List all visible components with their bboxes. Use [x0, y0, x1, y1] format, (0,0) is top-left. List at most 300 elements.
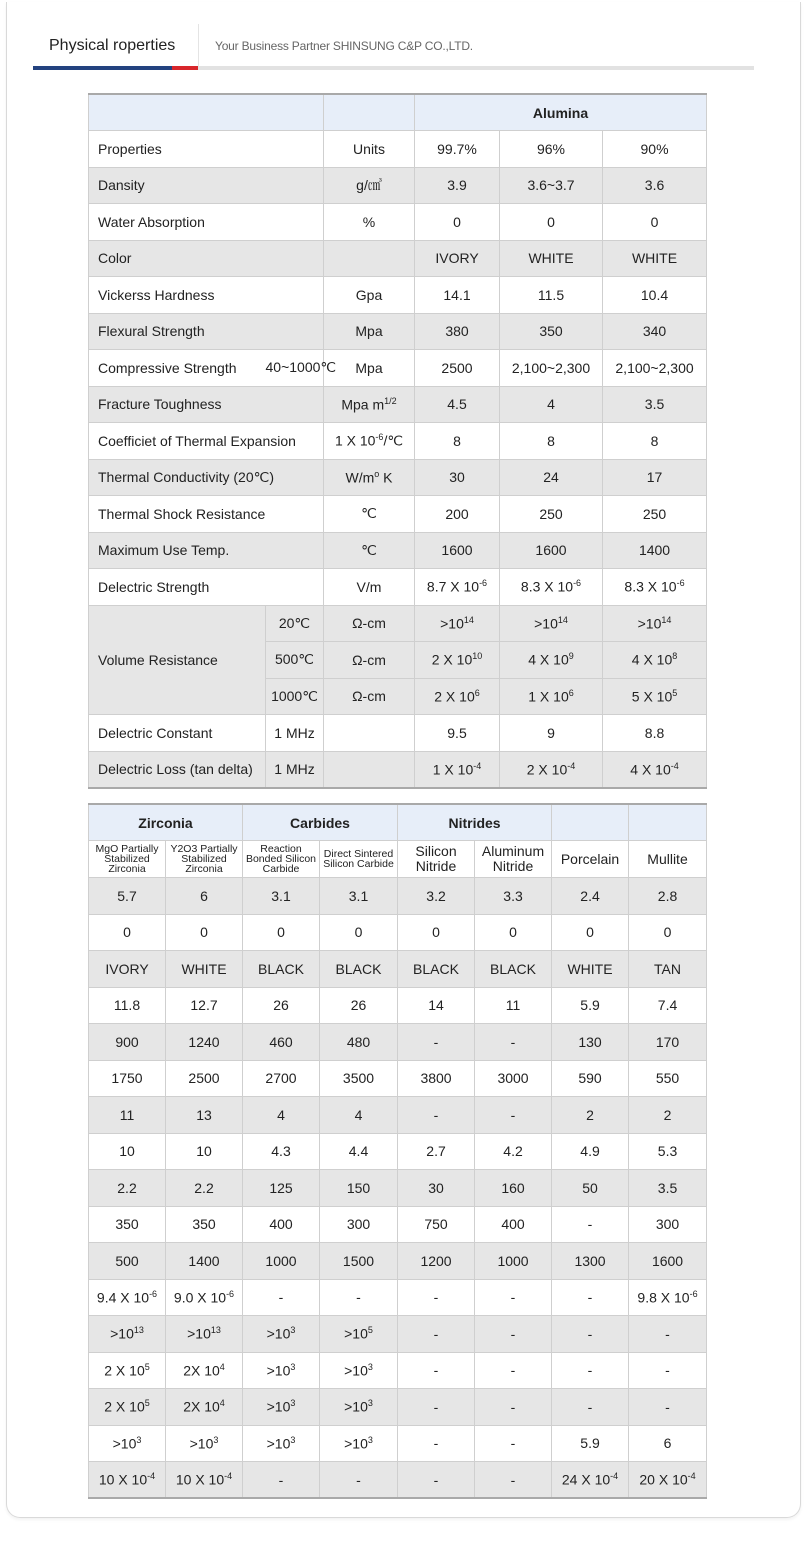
value-text: 480 — [346, 1033, 371, 1050]
value-text: - — [587, 1289, 593, 1306]
value-cell — [243, 1060, 320, 1097]
value-text: - — [510, 1362, 516, 1379]
value-text-exponent: 14 — [463, 614, 474, 625]
table-row — [89, 1425, 707, 1462]
value-cell — [320, 1243, 398, 1280]
value-text: 300 — [655, 1216, 680, 1233]
value-cell — [415, 313, 500, 350]
alumina-properties-table — [88, 93, 707, 789]
value-cell — [166, 1462, 243, 1499]
value-cell — [320, 1389, 398, 1426]
value-text: - — [433, 1325, 439, 1342]
header-underline — [198, 66, 754, 70]
value-text: 9 — [547, 724, 555, 741]
value-cell — [552, 1316, 629, 1353]
value-cell — [398, 1425, 475, 1462]
value-text: 150 — [346, 1179, 371, 1196]
value-cell — [398, 1097, 475, 1134]
value-cell — [415, 569, 500, 606]
value-cell — [415, 350, 500, 387]
value-text: 400 — [269, 1216, 293, 1233]
value-cell — [89, 951, 166, 988]
value-cell — [398, 1060, 475, 1097]
property-name: Fracture Toughness — [98, 396, 222, 413]
value-text: BLACK — [490, 960, 536, 977]
value-text-base: >10 — [189, 1435, 214, 1452]
value-text-base: 4 X 10 — [630, 761, 671, 778]
value-text: 5.7 — [117, 887, 137, 904]
value-text: 0 — [277, 924, 285, 941]
value-cell — [243, 1206, 320, 1243]
value-text-base: >10 — [110, 1326, 134, 1343]
unit-cell — [324, 496, 415, 533]
value-text: - — [433, 1362, 439, 1379]
value-cell — [500, 605, 603, 642]
value-text-exponent: -4 — [147, 1471, 156, 1482]
value-text: 2 — [663, 1106, 672, 1123]
value-text-exponent: 3 — [367, 1361, 373, 1372]
value-text: 4 — [277, 1106, 285, 1123]
value-cell — [320, 1279, 398, 1316]
table-row — [89, 386, 707, 423]
property-condition — [266, 678, 324, 715]
value-text-exponent: 5 — [672, 687, 678, 698]
value-text-exponent: 4 — [219, 1361, 225, 1372]
value-text: 4.9 — [580, 1143, 600, 1160]
value-cell — [398, 1316, 475, 1353]
value-text-exponent: 3 — [213, 1434, 219, 1445]
value-cell — [603, 386, 707, 423]
value-text: 11.5 — [537, 286, 565, 303]
value-cell — [166, 987, 243, 1024]
table-row — [89, 1133, 707, 1170]
value-cell — [243, 1024, 320, 1061]
value-cell — [629, 1462, 707, 1499]
value-cell — [629, 1389, 707, 1426]
property-name: Thermal Shock Resistance — [98, 505, 266, 522]
material-name: Silicon Nitride — [415, 843, 457, 874]
group-label: Alumina — [532, 104, 589, 121]
value-text: 350 — [192, 1216, 216, 1233]
value-text: 2.8 — [657, 887, 678, 904]
value-cell — [603, 277, 707, 314]
value-cell — [89, 1024, 166, 1061]
value-text: 0 — [663, 924, 672, 941]
property-label — [89, 240, 324, 277]
value-text: 12.7 — [190, 997, 218, 1014]
table-row — [89, 204, 707, 241]
value-text-exponent: -4 — [687, 1471, 696, 1482]
value-cell — [243, 1316, 320, 1353]
value-cell — [475, 914, 552, 951]
value-cell — [552, 878, 629, 915]
value-text: - — [587, 1325, 593, 1342]
value-cell — [629, 1170, 707, 1207]
value-text: 3800 — [420, 1070, 452, 1087]
value-cell — [166, 1024, 243, 1061]
unit-cell — [324, 277, 415, 314]
value-cell — [603, 715, 707, 752]
value-text: 400 — [501, 1216, 525, 1233]
value-cell — [166, 1425, 243, 1462]
value-cell — [243, 987, 320, 1024]
value-text: 13 — [196, 1106, 212, 1123]
value-cell — [552, 951, 629, 988]
unit-exponent: o — [374, 468, 380, 479]
value-text: 8.8 — [644, 724, 665, 741]
value-text-exponent: 3 — [367, 1434, 373, 1445]
group-label: Carbides — [290, 814, 350, 831]
value-text-base: 2X 10 — [183, 1362, 220, 1379]
value-text: - — [356, 1289, 361, 1306]
unit-cell — [324, 423, 415, 460]
value-cell — [629, 1243, 707, 1280]
value-text-base: >10 — [344, 1362, 368, 1379]
value-cell — [243, 1389, 320, 1426]
value-cell — [475, 1243, 552, 1280]
value-text: - — [510, 1106, 516, 1123]
property-name: Coefficiet of Thermal Expansion — [98, 432, 296, 449]
value-text: - — [665, 1325, 670, 1342]
condition-text: 1000℃ — [271, 687, 318, 704]
value-cell — [415, 605, 500, 642]
material-header — [398, 841, 475, 878]
value-text: - — [433, 1435, 439, 1452]
value-text: - — [510, 1289, 516, 1306]
value-text-exponent: 5 — [144, 1361, 150, 1372]
value-cell — [500, 532, 603, 569]
property-label — [89, 459, 324, 496]
value-text: 0 — [453, 213, 461, 230]
value-text: 1000 — [497, 1252, 529, 1269]
value-text: 4.2 — [503, 1143, 523, 1160]
value-text: 4.4 — [348, 1143, 369, 1160]
value-text: 1000 — [265, 1252, 297, 1269]
value-text: 250 — [539, 505, 563, 522]
group-label: Zirconia — [138, 814, 193, 831]
value-text-exponent: -6 — [226, 1288, 235, 1299]
value-cell — [166, 914, 243, 951]
unit-cell — [324, 678, 415, 715]
value-cell — [243, 1170, 320, 1207]
value-cell — [629, 878, 707, 915]
value-text: 550 — [655, 1070, 680, 1087]
table-row — [89, 751, 707, 788]
value-cell — [166, 878, 243, 915]
value-text: WHITE — [567, 960, 613, 977]
value-cell — [603, 313, 707, 350]
table-row — [89, 350, 707, 387]
table-row — [89, 878, 707, 915]
value-text: 26 — [350, 997, 367, 1014]
value-cell — [320, 1462, 398, 1499]
value-text: 340 — [642, 323, 667, 340]
material-name: Porcelain — [560, 850, 620, 867]
value-text: 1600 — [535, 542, 567, 559]
value-cell — [475, 1462, 552, 1499]
value-cell — [243, 951, 320, 988]
value-cell — [629, 1097, 707, 1134]
value-cell — [166, 1316, 243, 1353]
value-text-exponent: -6 — [573, 578, 582, 589]
value-text: 1600 — [651, 1252, 684, 1269]
value-text: 3500 — [342, 1070, 375, 1087]
value-cell — [552, 1462, 629, 1499]
value-cell — [475, 1024, 552, 1061]
value-text: 0 — [586, 924, 594, 941]
material-name: Reaction Bonded Silicon Carbide — [245, 843, 317, 875]
unit-text: Mpa — [355, 359, 383, 376]
value-text: 1400 — [638, 542, 671, 559]
value-text-base: >10 — [266, 1362, 291, 1379]
value-cell — [475, 1170, 552, 1207]
value-cell — [166, 1060, 243, 1097]
value-text: 6 — [200, 887, 208, 904]
value-text-exponent: -4 — [473, 760, 482, 771]
value-cell — [89, 1352, 166, 1389]
table-row — [89, 914, 707, 951]
unit-text: % — [362, 213, 376, 230]
section-header — [33, 24, 754, 70]
value-text: 0 — [547, 213, 555, 230]
value-cell — [398, 1462, 475, 1499]
value-text-base: >10 — [187, 1326, 211, 1343]
unit-cell — [324, 386, 415, 423]
value-text-exponent: -4 — [224, 1471, 233, 1482]
value-text-base: >10 — [440, 615, 464, 632]
value-cell — [166, 1279, 243, 1316]
value-text: 14 — [428, 997, 444, 1014]
value-text: 1600 — [441, 542, 473, 559]
property-name: Compressive Strength — [98, 359, 237, 376]
property-label — [89, 350, 266, 387]
ceramics-properties-table — [88, 803, 707, 1499]
property-name: Thermal Conductivity (20℃) — [98, 468, 274, 485]
value-text: 11.8 — [113, 997, 141, 1014]
value-cell — [89, 914, 166, 951]
value-text: 1750 — [111, 1070, 143, 1087]
table-row — [89, 532, 707, 569]
value-text: 4 — [547, 396, 555, 413]
property-name: Delectric Strength — [98, 578, 210, 595]
value-text: 350 — [115, 1216, 139, 1233]
property-label — [89, 313, 324, 350]
value-cell — [398, 1243, 475, 1280]
value-text: 2 — [586, 1106, 594, 1123]
value-cell — [500, 277, 603, 314]
value-cell — [629, 951, 707, 988]
value-text: - — [587, 1362, 593, 1379]
value-cell — [398, 1024, 475, 1061]
value-text-exponent: 3 — [290, 1361, 296, 1372]
value-text: BLACK — [413, 960, 459, 977]
value-cell — [415, 204, 500, 241]
value-cell — [398, 1133, 475, 1170]
value-cell — [415, 423, 500, 460]
value-text: 2.2 — [117, 1179, 137, 1196]
value-cell — [166, 1206, 243, 1243]
value-text-exponent: 9 — [568, 651, 574, 662]
value-cell — [475, 1389, 552, 1426]
value-text: 10 — [196, 1143, 212, 1160]
property-condition — [266, 642, 324, 679]
value-cell — [320, 1097, 398, 1134]
value-text-base: >10 — [112, 1435, 137, 1452]
value-text: 50 — [582, 1179, 598, 1196]
unit-cell — [324, 532, 415, 569]
value-text-exponent: 8 — [672, 651, 678, 662]
value-text: 3.1 — [271, 887, 291, 904]
unit-cell — [324, 204, 415, 241]
value-text: - — [587, 1216, 593, 1233]
table-row — [89, 1279, 707, 1316]
value-text-exponent: 5 — [367, 1325, 373, 1336]
value-text-base: 2X 10 — [183, 1399, 220, 1416]
header-blank — [552, 804, 629, 841]
value-text-base: >10 — [637, 615, 662, 632]
value-text: 2,100~2,300 — [615, 359, 694, 376]
material-name: Direct Sintered Silicon Carbide — [323, 848, 394, 870]
value-cell — [552, 1133, 629, 1170]
value-cell — [603, 423, 707, 460]
value-text: 200 — [445, 505, 469, 522]
value-cell — [500, 313, 603, 350]
property-condition — [266, 605, 324, 642]
unit-cell — [324, 715, 415, 752]
value-text-base: 1 X 10 — [432, 761, 474, 778]
value-cell — [398, 951, 475, 988]
unit-cell — [324, 605, 415, 642]
value-cell — [603, 678, 707, 715]
value-cell — [500, 459, 603, 496]
unit-cell — [324, 459, 415, 496]
column-header-label: 96% — [536, 140, 566, 157]
table-row — [89, 1462, 707, 1499]
active-tab-indicator — [33, 66, 172, 70]
material-header — [320, 841, 398, 878]
value-text: 125 — [269, 1179, 293, 1196]
property-condition — [266, 715, 324, 752]
value-cell — [629, 1206, 707, 1243]
value-cell — [552, 1279, 629, 1316]
value-text: 1200 — [420, 1252, 452, 1269]
value-text: 130 — [578, 1033, 602, 1050]
unit-cell — [324, 642, 415, 679]
value-cell — [629, 1133, 707, 1170]
unit-text: 1 X 10 — [334, 432, 376, 449]
value-text-exponent: 3 — [290, 1434, 296, 1445]
value-cell — [398, 1206, 475, 1243]
value-cell — [552, 1170, 629, 1207]
value-text-exponent: 4 — [219, 1398, 225, 1409]
value-text: 8 — [650, 432, 659, 449]
value-cell — [89, 1097, 166, 1134]
value-cell — [500, 496, 603, 533]
unit-suffix: /℃ — [383, 432, 404, 449]
value-cell — [243, 1243, 320, 1280]
value-text-exponent: -6 — [689, 1288, 698, 1299]
value-cell — [552, 1206, 629, 1243]
value-text: 5.9 — [580, 1435, 600, 1452]
unit-cell — [324, 167, 415, 204]
value-cell — [552, 987, 629, 1024]
value-text: 3.6~3.7 — [527, 177, 575, 194]
value-cell — [89, 1133, 166, 1170]
value-text-base: 8.7 X 10 — [426, 579, 480, 596]
table-row — [89, 987, 707, 1024]
value-cell — [89, 1425, 166, 1462]
value-cell — [89, 1462, 166, 1499]
value-text: WHITE — [181, 960, 227, 977]
value-cell — [89, 1170, 166, 1207]
value-text: 300 — [346, 1216, 371, 1233]
column-header-label: Units — [353, 140, 385, 157]
unit-suffix: K — [379, 469, 393, 486]
value-cell — [320, 1352, 398, 1389]
value-cell — [398, 1279, 475, 1316]
value-cell — [415, 642, 500, 679]
value-cell — [552, 1060, 629, 1097]
value-cell — [398, 1352, 475, 1389]
table-row — [89, 496, 707, 533]
value-cell — [552, 1389, 629, 1426]
value-cell — [603, 751, 707, 788]
value-text-base: 8.3 X 10 — [624, 579, 677, 596]
value-text: 170 — [655, 1033, 680, 1050]
property-label — [89, 715, 266, 752]
value-text: 5.3 — [657, 1143, 678, 1160]
value-text: BLACK — [258, 960, 304, 977]
value-cell — [603, 605, 707, 642]
value-cell — [475, 1133, 552, 1170]
header-divider — [198, 24, 199, 70]
value-text: 2.7 — [426, 1143, 446, 1160]
value-cell — [415, 751, 500, 788]
value-cell — [415, 167, 500, 204]
value-text: 6 — [663, 1435, 672, 1452]
value-cell — [629, 1279, 707, 1316]
unit-cell — [324, 751, 415, 788]
table-row — [89, 167, 707, 204]
property-name: Dansity — [98, 177, 145, 194]
value-cell — [603, 167, 707, 204]
value-text: 0 — [509, 924, 517, 941]
value-cell — [475, 1279, 552, 1316]
value-cell — [320, 914, 398, 951]
company-tagline: Your Business Partner SHINSUNG C&P CO.,LTD. — [215, 39, 473, 53]
material-header — [89, 841, 166, 878]
unit-cell — [324, 313, 415, 350]
value-text: 0 — [432, 924, 440, 941]
value-cell — [398, 987, 475, 1024]
table-row — [89, 1389, 707, 1426]
value-cell — [552, 1024, 629, 1061]
value-text-base: 10 X 10 — [175, 1471, 225, 1488]
value-text-exponent: -6 — [676, 578, 685, 589]
unit-text: Mpa m — [341, 396, 385, 413]
material-header — [629, 841, 707, 878]
value-cell — [629, 1352, 707, 1389]
value-cell — [475, 987, 552, 1024]
value-text: 3.3 — [503, 887, 523, 904]
value-text-base: 2 X 10 — [104, 1362, 145, 1379]
value-cell — [89, 987, 166, 1024]
value-cell — [552, 914, 629, 951]
value-cell — [603, 350, 707, 387]
unit-exponent: 1/2 — [384, 395, 397, 406]
value-text: - — [510, 1033, 516, 1050]
value-text: BLACK — [335, 960, 382, 977]
